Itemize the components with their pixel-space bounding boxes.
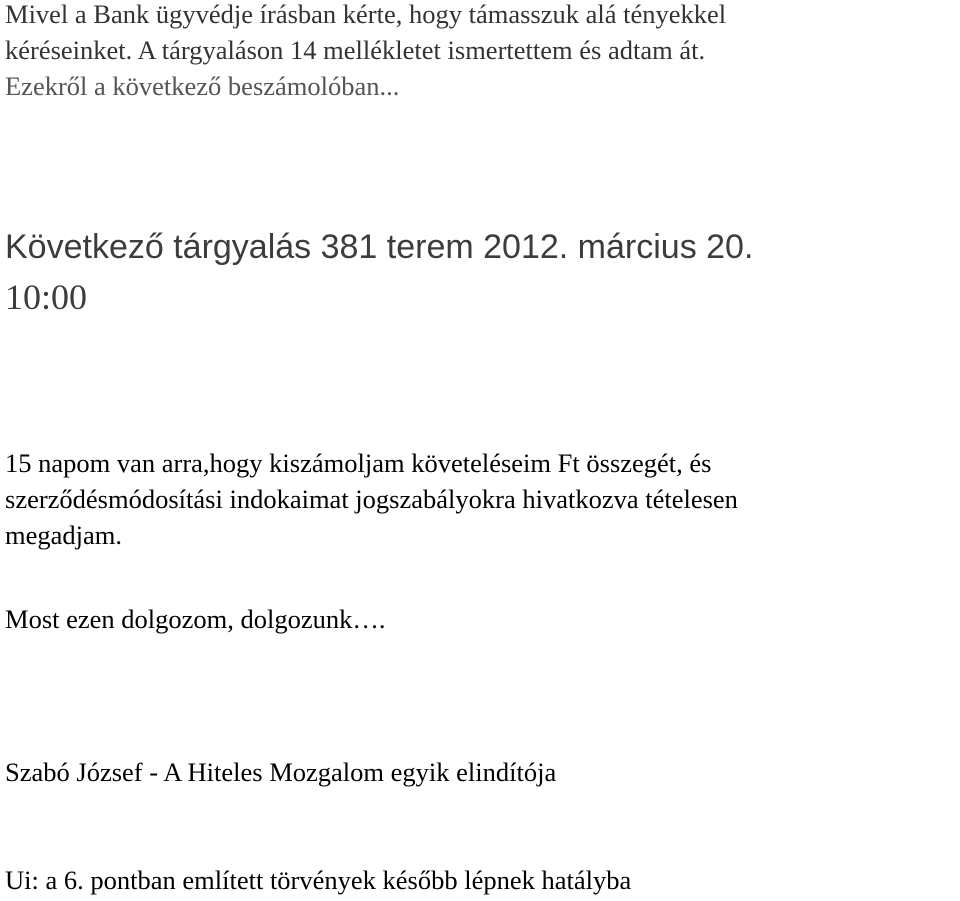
next-hearing-heading [5, 222, 960, 322]
intro-line: Ezekről a következő beszámolóban... [5, 71, 400, 101]
next-hearing-time: 10:00 [5, 277, 88, 317]
status-paragraph: Most ezen dolgozom, dolgozunk…. [5, 604, 386, 634]
deadline-line: megadjam. [5, 520, 122, 550]
deadline-paragraph [5, 445, 960, 553]
deadline-line: szerződésmódosítási indokaimat jogszabályokra hivatkozva tételesen [5, 484, 738, 514]
footnote: Ui: a 6. pontban említett törvények később lépnek hatályba [5, 865, 632, 895]
signature-line: Szabó József - A Hiteles Mozgalom egyik elindítója [5, 757, 557, 787]
intro-line: Mivel a Bank ügyvédje írásban kérte, hogy támasszuk alá tényekkel [5, 0, 727, 29]
deadline-line: 15 napom van arra,hogy kiszámoljam követeléseim Ft összegét, és [5, 448, 712, 478]
intro-line: kéréseinket. A tárgyaláson 14 mellékletet ismertettem és adtam át. [5, 35, 706, 65]
next-hearing-date: Következő tárgyalás 381 terem 2012. március 20. [5, 228, 754, 266]
intro-paragraph [5, 0, 960, 104]
